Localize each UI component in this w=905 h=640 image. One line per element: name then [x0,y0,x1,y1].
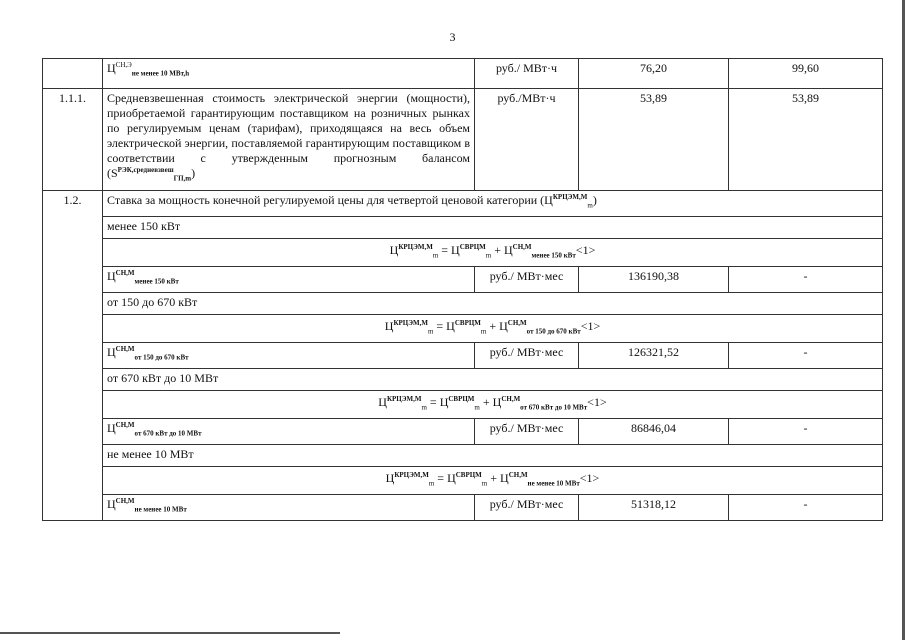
formula: $Ц^{КРЦЭМ,М}_m = Ц^{СВРЦМ}_m + Ц^{СН,М}_{менее 150 кВт}<1>$ [103,239,883,267]
unit-cell: руб./ МВт·мес [475,343,579,369]
table-row [43,239,883,267]
table-row [43,315,883,343]
price-symbol: $Ц^{СН,М}_{менее 150 кВт}$ [103,267,475,293]
unit-cell: руб./ МВт·мес [475,495,579,521]
group-title: не менее 10 МВт [103,445,883,467]
value-cell: 53,89 [729,89,883,191]
value-cell: 126321,52 [579,343,729,369]
value-cell: 99,60 [729,59,883,89]
table-row [43,369,883,391]
value-cell: 136190,38 [579,267,729,293]
table-row [43,293,883,315]
value-cell: - [729,343,883,369]
unit-cell: руб./ МВт·ч [475,59,579,89]
value-cell: 86846,04 [579,419,729,445]
value-cell: - [729,495,883,521]
table-row [43,191,883,217]
price-symbol: $Ц^{СН,М}_{от 670 кВт до 10 МВт}$ [103,419,475,445]
value-cell: - [729,419,883,445]
table-row [43,495,883,521]
unit-cell: руб./МВт·ч [475,89,579,191]
value-cell: 76,20 [579,59,729,89]
table-row [43,59,883,89]
table-row [43,267,883,293]
price-symbol: $Ц^{СН,Э}_{не менее 10 МВт,h}$ [103,59,475,89]
group-title: от 150 до 670 кВт [103,293,883,315]
group-title: от 670 кВт до 10 МВт [103,369,883,391]
row-description: Средневзвешенная стоимость электрической энергии (мощности), приобретаемой гарантирующим поставщиком на розничных рынках по регулируемым ценам (тарифам), приходящаяся на весь объем электрической энергии, поставляемой гарантирующим поставщиком в соответствии с утвержденным прогнозным балансом $(S^{РЭК,средневзвеш}_{ГП,m})$ [103,89,475,191]
table-row [43,467,883,495]
formula: $Ц^{КРЦЭМ,М}_m = Ц^{СВРЦМ}_m + Ц^{СН,М}_{от 150 до 670 кВт}<1>$ [103,315,883,343]
price-symbol: $Ц^{СН,М}_{от 150 до 670 кВт}$ [103,343,475,369]
row-number [43,59,103,89]
row-number: 1.2. [43,191,103,521]
value-cell: 51318,12 [579,495,729,521]
group-title: менее 150 кВт [103,217,883,239]
table-row [43,391,883,419]
table-row [43,419,883,445]
unit-cell: руб./ МВт·мес [475,419,579,445]
row-number: 1.1.1. [43,89,103,191]
price-symbol: $Ц^{СН,М}_{не менее 10 МВт}$ [103,495,475,521]
value-cell: - [729,267,883,293]
formula: $Ц^{КРЦЭМ,М}_m = Ц^{СВРЦМ}_m + Ц^{СН,М}_{от 670 кВт до 10 МВт}<1>$ [103,391,883,419]
page-number: 3 [449,30,456,44]
formula: $Ц^{КРЦЭМ,М}_m = Ц^{СВРЦМ}_m + Ц^{СН,М}_{не менее 10 МВт}<1>$ [103,467,883,495]
table-row [43,217,883,239]
table-row [43,343,883,369]
table-row [43,89,883,191]
scan-edge-line [0,632,340,634]
table-row [43,445,883,467]
value-cell: 53,89 [579,89,729,191]
section-heading: Ставка за мощность конечной регулируемой цены для четвертой ценовой категории $(Ц^{КРЦЭМ,М}_m)$ [103,191,883,217]
tariff-table [42,58,883,521]
unit-cell: руб./ МВт·мес [475,267,579,293]
